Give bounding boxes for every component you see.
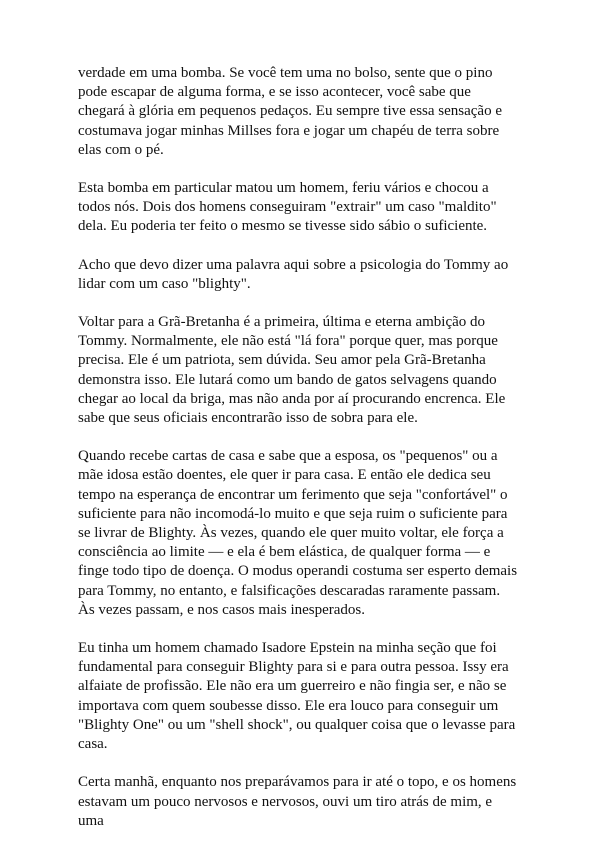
- paragraph-2: Esta bomba em particular matou um homem, feriu vários e chocou a todos nós. Dois dos homens conseguiram "extrair" um caso "maldito" dela. Eu poderia ter feito o mesmo se tivesse sido sábio o suficiente.: [78, 180, 497, 235]
- paragraph-6: Eu tinha um homem chamado Isadore Epstein na minha seção que foi fundamental para conseguir Blighty para si e para outra pessoa. Issy era alfaiate de profissão. Ele não era um guerreiro e não fingia ser, e não se importava com quem soubesse disso. Ele era louco para conseguir um "Blighty One" ou um "shell shock", ou qualquer coisa que o levasse para casa.: [78, 640, 516, 753]
- paragraph-7: Certa manhã, enquanto nos preparávamos para ir até o topo, e os homens estavam um pouco nervosos e nervosos, ouvi um tiro atrás de mim, e uma: [78, 774, 517, 829]
- paragraph-5: Quando recebe cartas de casa e sabe que a esposa, os "pequenos" ou a mãe idosa estão doentes, ele quer ir para casa. E então ele dedica seu tempo na esperança de encontrar um ferimento que seja "confortável" o suficiente para não incomodá-lo muito e que seja ruim o suficiente para se livrar de Blighty. Às vezes, quando ele quer muito voltar, ele força a consciência ao limite — e ela é bem elástica, de qualquer forma — e finge todo tipo de doença. O modus operandi costuma ser esperto demais para Tommy, no entanto, e falsificações descaradas raramente passam. Às vezes passam, e nos casos mais inesperados.: [78, 448, 518, 618]
- paragraph-1: verdade em uma bomba. Se você tem uma no bolso, sente que o pino pode escapar de alguma forma, e se isso acontecer, você sabe que chegará à glória em pequenos pedaços. Eu sempre tive essa sensação e costumava jogar minhas Millses fora e jogar um chapéu de terra sobre elas com o pé.: [78, 65, 502, 158]
- paragraph-4: Voltar para a Grã-Bretanha é a primeira, última e eterna ambição do Tommy. Normalmente, ele não está "lá fora" porque quer, mas porque precisa. Ele é um patriota, sem dúvida. Seu amor pela Grã-Bretanha demonstra isso. Ele lutará como um bando de gatos selvagens quando chegar ao local da briga, mas não anda por aí procurando encrenca. Ele sabe que seus oficiais encontrarão isso de sobra para ele.: [78, 314, 506, 427]
- document-page: [78, 64, 518, 850]
- paragraph-3: Acho que devo dizer uma palavra aqui sobre a psicologia do Tommy ao lidar com um caso "blighty".: [78, 256, 509, 292]
